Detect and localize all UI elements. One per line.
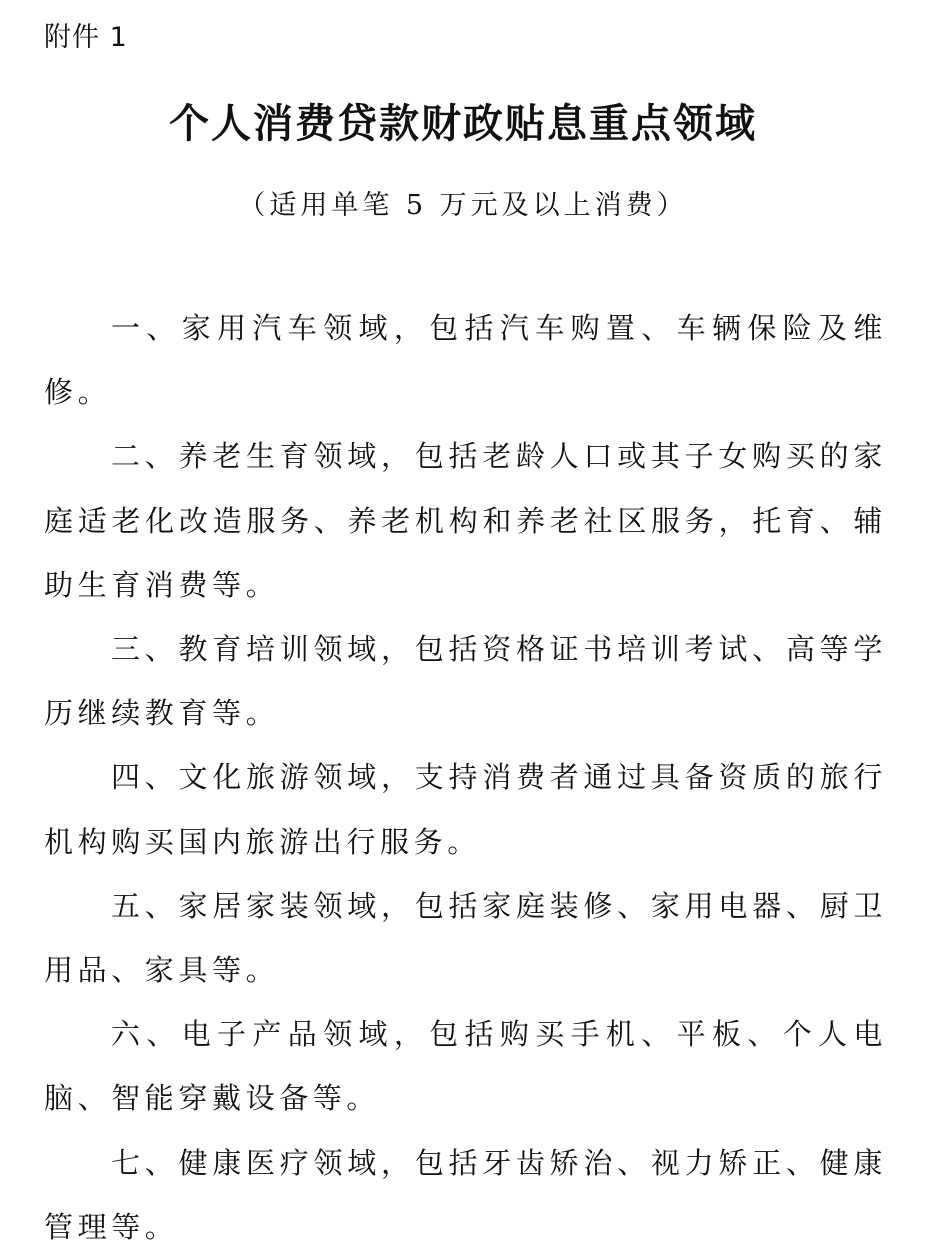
attachment-label: 附件 1 <box>44 22 128 53</box>
paragraph-education-training: 三、教育培训领域，包括资格证书培训考试、高等学历继续教育等。 <box>44 632 887 731</box>
paragraph-culture-tourism: 四、文化旅游领域，支持消费者通过具备资质的旅行机构购买国内旅游出行服务。 <box>44 760 887 859</box>
paragraph-household-cars: 一、家用汽车领域，包括汽车购置、车辆保险及维修。 <box>44 311 887 410</box>
paragraph-home-furnishing: 五、家居家装领域，包括家庭装修、家用电器、厨卫用品、家具等。 <box>44 888 887 988</box>
document-subtitle: （适用单笔 5 万元及以上消费） <box>238 190 688 221</box>
paragraph-electronics: 六、电子产品领域，包括购买手机、平板、个人电脑、智能穿戴设备等。 <box>44 1017 887 1116</box>
paragraph-health-medical: 七、健康医疗领域，包括牙齿矫治、视力矫正、健康管理等。 <box>44 1145 887 1244</box>
document-body <box>44 296 887 1259</box>
paragraph-elderly-care-childbirth: 二、养老生育领域，包括老龄人口或其子女购买的家庭适老化改造服务、养老机构和养老社区服务，托育、辅助生育消费等。 <box>44 439 887 602</box>
document-title: 个人消费贷款财政贴息重点领域 <box>169 101 757 147</box>
